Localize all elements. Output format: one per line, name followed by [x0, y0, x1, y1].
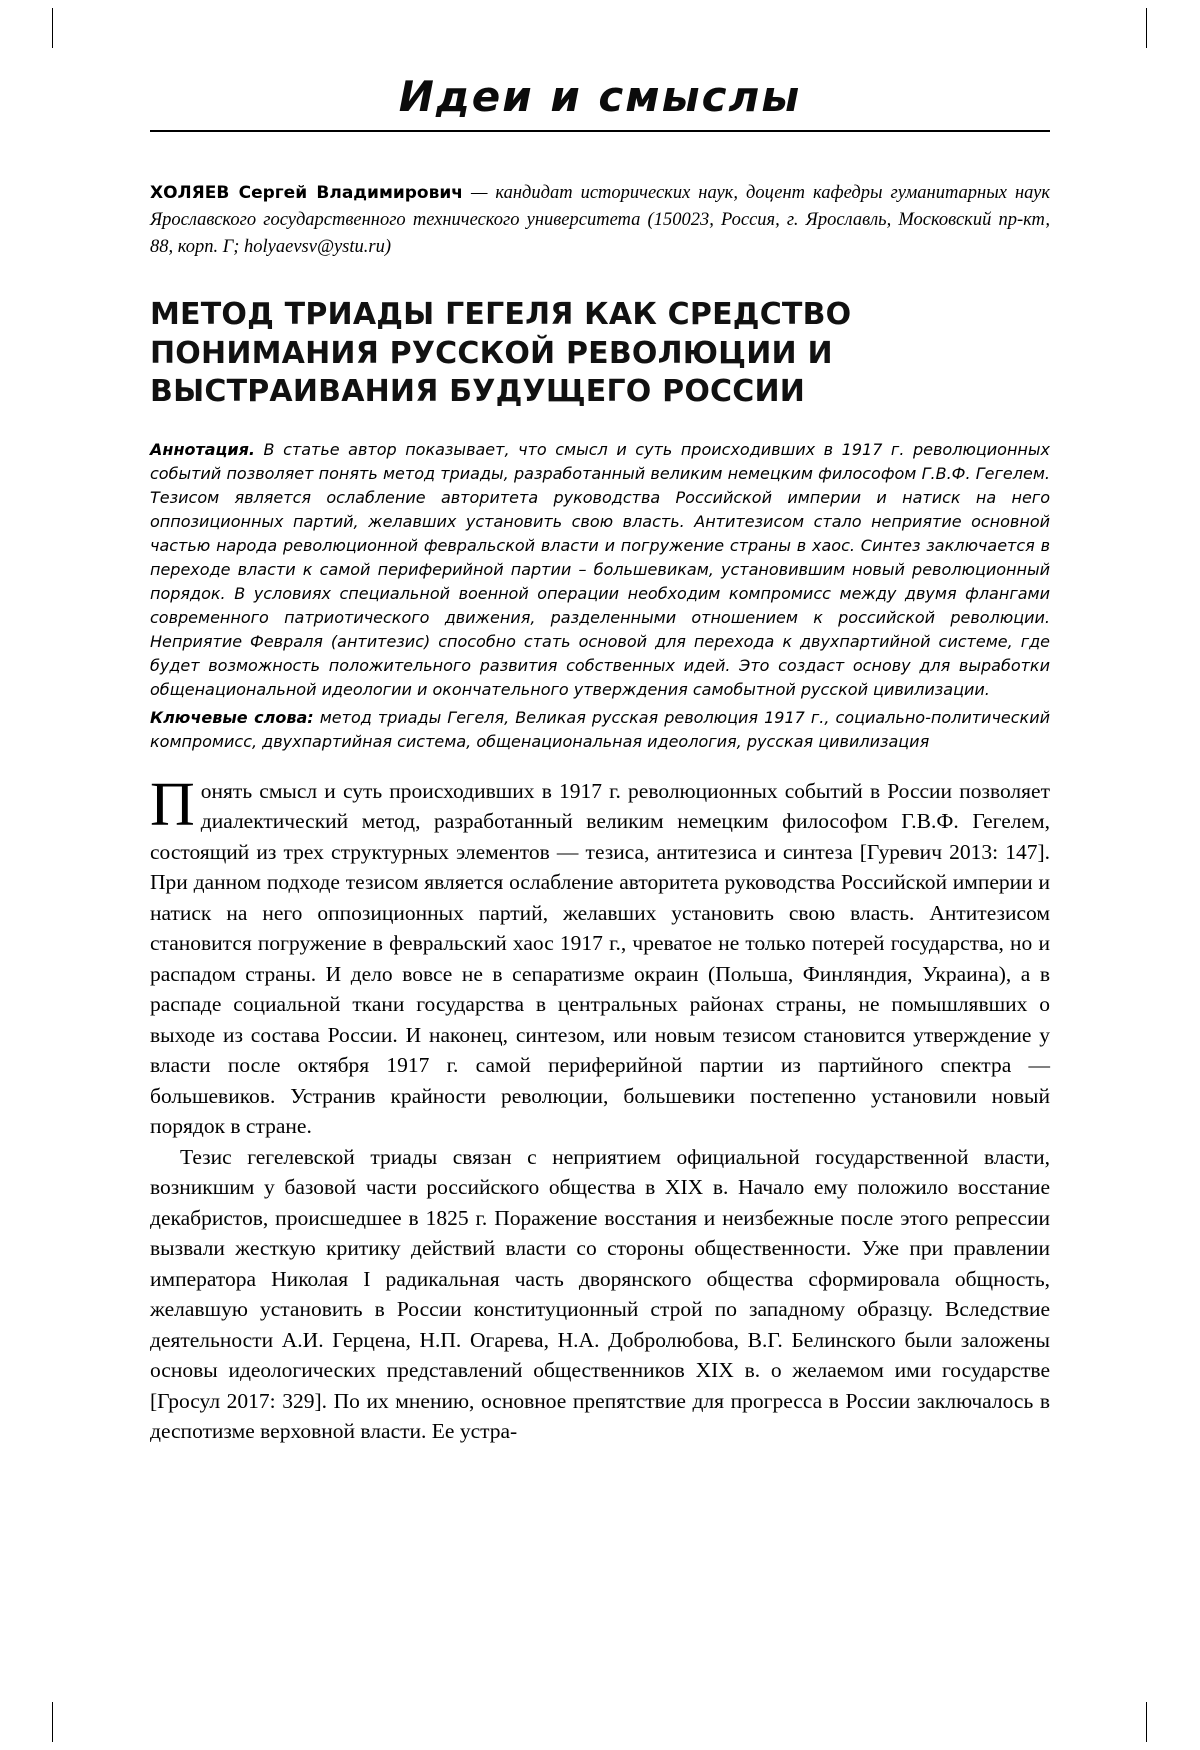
crop-mark-bottom-right — [1146, 1702, 1147, 1742]
author-affiliation-block — [150, 180, 1050, 260]
crop-mark-bottom-left — [52, 1702, 53, 1742]
keywords-text: метод триады Гегеля, Великая русская революция 1917 г., социально-политический компромисс, двухпартийная система, общенациональная идеология, русская цивилизация — [150, 707, 1050, 751]
crop-mark-top-left — [52, 8, 53, 48]
abstract — [150, 438, 1050, 702]
abstract-text: В статье автор показывает, что смысл и суть происходивших в 1917 г. революционных событий позволяет понять метод триады, разработанный великим немецким философом Г.В.Ф. Гегелем. Тезисом является ослабление авторитета руководства Российской империи и натиск на него оппозиционных партий, желавших установить свою власть. Антитезисом стало неприятие основной частью народа революционной февральской власти и погружение страны в хаос. Синтез заключается в переходе власти к самой периферийной партии – большевикам, установившим новый революционный порядок. В условиях специальной военной операции необходим компромисс между двумя флангами современного патриотического движения, разделенными отношением к российской революции. Неприятие Февраля (антитезис) способно стать основой для перехода к двухпартийной системе, где будет возможность положительного развития собственных идей. Это создаст основу для выработки общенациональной идеологии и окончательного утверждения самобытной русской цивилизации. — [150, 439, 1050, 699]
body-paragraph-1-text: онять смысл и суть происходивших в 1917 г. революционных событий в России позволяет диалектический метод, разработанный великим немецким философом Г.В.Ф. Гегелем, состоящий из трех структурных элементов — тезиса, антитезиса и синтеза [Гуревич 2013: 147]. При данном подходе тезисом является ослабление авторитета руководства Российской империи и натиск на него оппозиционных партий, желавших установить свою власть. Антитезисом становится погружение в февральский хаос 1917 г., чреватое не только потерей государства, но и распадом страны. И дело вовсе не в сепаратизме окраин (Польша, Финляндия, Украина), а в распаде социальной ткани государства в центральных районах страны, не помышлявших о выходе из состава России. И наконец, синтезом, или новым тезисом становится утверждение у власти после октября 1917 г. самой периферийной партии из партийного спектра — большевиков. Устранив крайности революции, большевики постепенно установили новый порядок в стране. — [150, 778, 1050, 1139]
article-body — [150, 770, 1050, 1447]
article-title: МЕТОД ТРИАДЫ ГЕГЕЛЯ КАК СРЕДСТВО ПОНИМАНИЯ РУССКОЙ РЕВОЛЮЦИИ И ВЫСТРАИВАНИЯ БУДУЩЕГО РОССИИ — [150, 297, 852, 410]
body-paragraph-2: Тезис гегелевской триады связан с неприятием официальной государственной власти, возникшим у базовой части российского общества в XIX в. Начало ему положило восстание декабристов, происшедшее в 1825 г. Поражение восстания и неизбежные после этого репрессии вызвали жесткую критику действий власти со стороны общественности. Уже при правлении императора Николая I радикальная часть дворянского общества сформировала общность, желавшую установить в России конституционный строй по западному образцу. Вследствие деятельности А.И. Герцена, Н.П. Огарева, Н.А. Добролюбова, В.Г. Белинского были заложены основы идеологических представлений общественников XIX в. о желаемом ими государстве [Гросул 2017: 329]. По их мнению, основное препятствие для прогресса в России заключалось в деспотизме верховной власти. Ее устра- — [150, 1144, 1050, 1444]
abstract-label: Аннотация. — [150, 439, 255, 459]
page-content — [150, 0, 1050, 1750]
drop-cap: П — [150, 770, 195, 839]
author-name: ХОЛЯЕВ Сергей Владимирович — [150, 183, 463, 203]
author-affiliation: — кандидат исторических наук, доцент кафедры гуманитарных наук Ярославского государственного технического университета (150023, Россия, г. Ярославль, Московский пр-кт, 88, корп. Г; holyaevsv@ystu.ru) — [150, 183, 1050, 257]
journal-title: Идеи и смыслы — [398, 72, 802, 121]
keywords — [150, 706, 1050, 754]
body-paragraph-1 — [150, 770, 1050, 1142]
keywords-label: Ключевые слова: — [150, 707, 314, 727]
header-rule — [150, 130, 1050, 132]
crop-mark-top-right — [1146, 8, 1147, 48]
